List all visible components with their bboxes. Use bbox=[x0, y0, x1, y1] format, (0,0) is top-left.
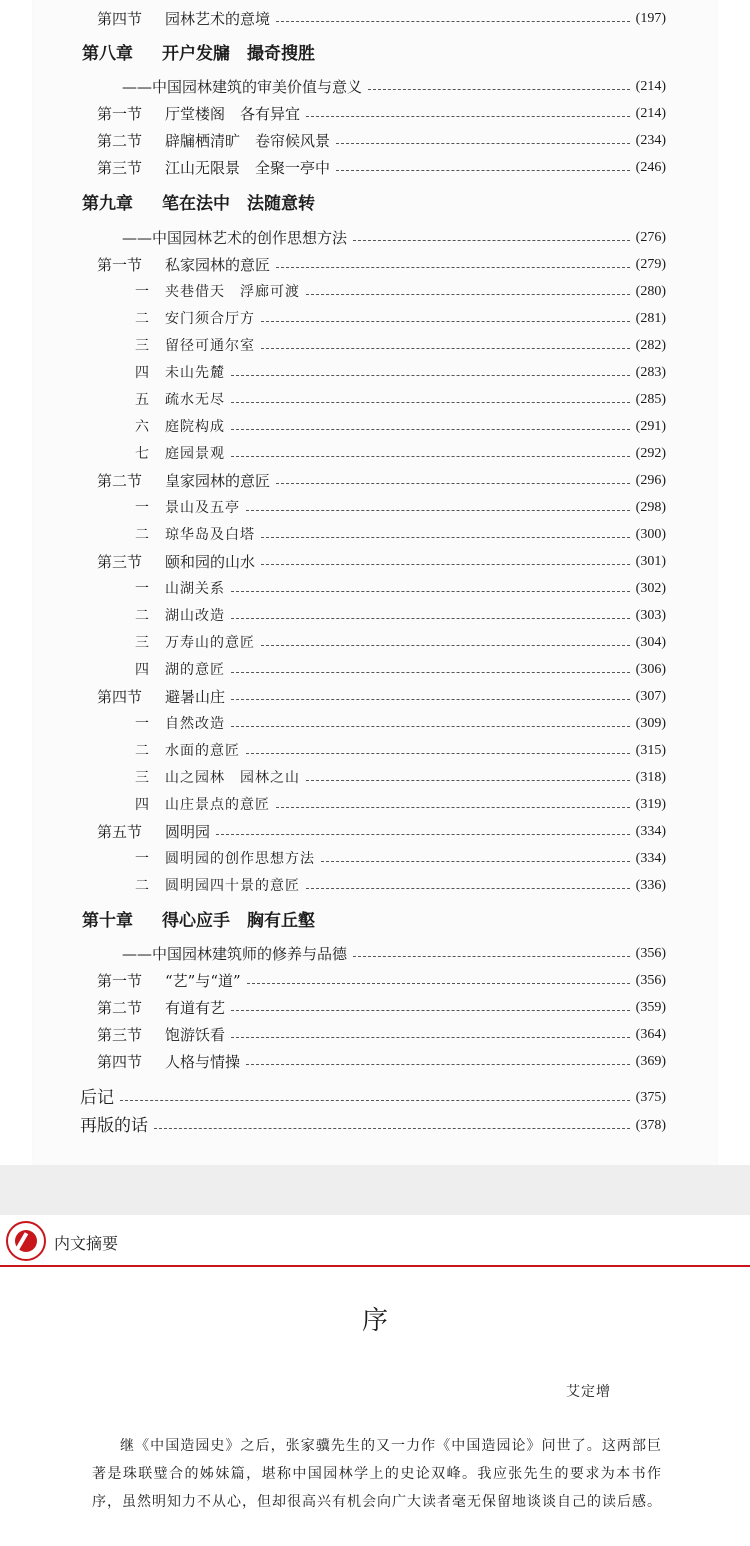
toc-back-row bbox=[80, 1112, 666, 1136]
toc-entry-title: 未山先麓 bbox=[165, 365, 225, 381]
toc-entry-number: 二 bbox=[135, 608, 150, 624]
toc-entry-number: 第一节 bbox=[97, 256, 143, 274]
toc-item-row bbox=[97, 386, 666, 410]
toc-entry-title: 湖山改造 bbox=[165, 608, 225, 624]
toc-page-number: (296) bbox=[635, 473, 666, 488]
toc-leader-dots bbox=[231, 456, 630, 457]
toc-entry-number: 第四节 bbox=[97, 1053, 143, 1071]
toc-entry-title: 留径可通尔室 bbox=[165, 338, 255, 354]
toc-entry-title: 安门须合厅方 bbox=[165, 311, 255, 327]
toc-entry-title: 圆明园的创作思想方法 bbox=[165, 851, 315, 867]
toc-page-number: (302) bbox=[635, 581, 666, 596]
toc-leader-dots bbox=[231, 618, 630, 619]
preface-author: 艾定增 bbox=[566, 1384, 611, 1400]
toc-leader-dots bbox=[353, 240, 630, 241]
toc-entry-number: 第一节 bbox=[97, 105, 143, 123]
toc-leader-dots bbox=[353, 956, 630, 957]
toc-entry-title: ——中国园林艺术的创作思想方法 bbox=[122, 229, 348, 247]
toc-entry-number: 二 bbox=[135, 527, 150, 543]
toc-leader-dots bbox=[321, 861, 630, 862]
toc-leader-dots bbox=[336, 170, 630, 171]
toc-page-number: (334) bbox=[635, 851, 666, 866]
toc-item-row bbox=[97, 278, 666, 302]
toc-item-row bbox=[97, 521, 666, 545]
toc-leader-dots bbox=[276, 807, 630, 808]
toc-page-number: (315) bbox=[635, 743, 666, 758]
toc-entry-title: 避暑山庄 bbox=[165, 688, 226, 706]
toc-entry-number: 三 bbox=[135, 635, 150, 651]
toc-page-number: (276) bbox=[635, 230, 666, 245]
toc-entry-title: 有道有艺 bbox=[165, 999, 226, 1017]
toc-page-number: (356) bbox=[635, 946, 666, 961]
toc-entry-number: 第二节 bbox=[97, 999, 143, 1017]
toc-entry-title: 庭园景观 bbox=[165, 446, 225, 462]
toc-leader-dots bbox=[306, 888, 630, 889]
toc-entry-number: 一 bbox=[135, 581, 150, 597]
toc-entry-number: 第四节 bbox=[97, 10, 143, 28]
toc-entry-title: 琼华岛及白塔 bbox=[165, 527, 255, 543]
toc-page-number: (309) bbox=[635, 716, 666, 731]
toc-leader-dots bbox=[306, 116, 630, 117]
toc-page-number: (359) bbox=[635, 1000, 666, 1015]
toc-entry-number: 二 bbox=[135, 311, 150, 327]
toc-leader-dots bbox=[120, 1100, 630, 1101]
toc-entry-title: ——中国园林建筑师的修养与品德 bbox=[122, 945, 348, 963]
toc-entry-number: 四 bbox=[135, 365, 150, 381]
toc-leader-dots bbox=[246, 753, 630, 754]
toc-entry-title: 后记 bbox=[80, 1088, 114, 1108]
toc-section-row bbox=[97, 154, 666, 178]
toc-page-number: (334) bbox=[635, 824, 666, 839]
toc-entry-title: 万寿山的意匠 bbox=[165, 635, 255, 651]
toc-leader-dots bbox=[336, 143, 630, 144]
toc-page-number: (246) bbox=[635, 160, 666, 175]
toc-leader-dots bbox=[231, 1037, 630, 1038]
toc-leader-dots bbox=[154, 1128, 630, 1129]
toc-leader-dots bbox=[216, 834, 630, 835]
section-header bbox=[0, 1215, 750, 1267]
toc-entry-title: 开户发牖 撮奇搜胜 bbox=[162, 44, 315, 64]
toc-entry-title: 山庄景点的意匠 bbox=[165, 797, 270, 813]
toc-page-number: (378) bbox=[635, 1118, 666, 1133]
toc-leader-dots bbox=[261, 645, 630, 646]
toc-section-row bbox=[97, 818, 666, 842]
toc-entry-title: 山湖关系 bbox=[165, 581, 225, 597]
toc-entry-title: 饱游饫看 bbox=[165, 1026, 226, 1044]
toc-entry-title: 颐和园的山水 bbox=[165, 553, 256, 571]
toc-entry-number: 第二节 bbox=[97, 132, 143, 150]
toc-page-number: (369) bbox=[635, 1054, 666, 1069]
toc-chapter-row bbox=[82, 190, 666, 214]
toc-entry-title: 园林艺术的意境 bbox=[165, 10, 271, 28]
toc-section-row bbox=[97, 994, 666, 1018]
toc-entry-title: 辟牖栖清旷 卷帘候风景 bbox=[165, 132, 331, 150]
toc-page-number: (281) bbox=[635, 311, 666, 326]
toc-section-row bbox=[97, 251, 666, 275]
toc-page-number: (292) bbox=[635, 446, 666, 461]
toc-leader-dots bbox=[231, 591, 630, 592]
toc-leader-dots bbox=[246, 1064, 630, 1065]
toc-page-number: (303) bbox=[635, 608, 666, 623]
toc-entry-number: 第三节 bbox=[97, 553, 143, 571]
toc-entry-number: 第四节 bbox=[97, 688, 143, 706]
toc-entry-number: 四 bbox=[135, 797, 150, 813]
toc-item-row bbox=[97, 845, 666, 869]
toc-leader-dots bbox=[231, 402, 630, 403]
toc-leader-dots bbox=[261, 564, 630, 565]
toc-item-row bbox=[97, 359, 666, 383]
toc-leader-dots bbox=[231, 672, 630, 673]
toc-leader-dots bbox=[276, 21, 630, 22]
toc-item-row bbox=[97, 602, 666, 626]
toc-subtitle-row bbox=[122, 224, 666, 248]
toc-entry-number: 第五节 bbox=[97, 823, 143, 841]
toc-page-number: (318) bbox=[635, 770, 666, 785]
toc-entry-number: 一 bbox=[135, 851, 150, 867]
toc-section-row bbox=[97, 548, 666, 572]
toc-leader-dots bbox=[261, 348, 630, 349]
toc-section-row bbox=[97, 127, 666, 151]
header-title: 内文摘要 bbox=[54, 1234, 119, 1253]
toc-section-row bbox=[97, 683, 666, 707]
toc-entry-title: “艺”与“道” bbox=[165, 972, 241, 990]
toc-item-row bbox=[97, 737, 666, 761]
toc-page-number: (356) bbox=[635, 973, 666, 988]
toc-item-row bbox=[97, 332, 666, 356]
toc-item-row bbox=[97, 791, 666, 815]
toc-entry-number: 第八章 bbox=[82, 44, 133, 64]
publisher-logo-icon bbox=[6, 1221, 46, 1261]
toc-leader-dots bbox=[276, 483, 630, 484]
toc-section-row bbox=[97, 967, 666, 991]
toc-entry-title: 疏水无尽 bbox=[165, 392, 225, 408]
toc-page-number: (300) bbox=[635, 527, 666, 542]
toc-entry-number: 第三节 bbox=[97, 159, 143, 177]
toc-leader-dots bbox=[261, 537, 630, 538]
toc-entry-title: 景山及五亭 bbox=[165, 500, 240, 516]
toc-item-row bbox=[97, 764, 666, 788]
toc-page-number: (298) bbox=[635, 500, 666, 515]
toc-page-number: (285) bbox=[635, 392, 666, 407]
toc-section-row bbox=[97, 100, 666, 124]
toc-page-number: (375) bbox=[635, 1090, 666, 1105]
page-gap bbox=[0, 1165, 750, 1215]
toc-entry-title: 江山无限景 全聚一亭中 bbox=[165, 159, 331, 177]
toc-entry-title: 山之园林 园林之山 bbox=[165, 770, 300, 786]
toc-entry-number: 六 bbox=[135, 419, 150, 435]
preface-body bbox=[92, 1432, 662, 1516]
toc-leader-dots bbox=[231, 699, 630, 700]
toc-entry-title: 再版的话 bbox=[80, 1116, 148, 1136]
toc-leader-dots bbox=[306, 294, 630, 295]
toc-leader-dots bbox=[231, 429, 630, 430]
toc-item-row bbox=[97, 575, 666, 599]
toc-entry-title: 湖的意匠 bbox=[165, 662, 225, 678]
toc-item-row bbox=[97, 710, 666, 734]
toc-entry-title: 厅堂楼阁 各有异宜 bbox=[165, 105, 301, 123]
toc-entry-title: 私家园林的意匠 bbox=[165, 256, 271, 274]
toc-item-row bbox=[97, 629, 666, 653]
preface-text: 继《中国造园史》之后，张家骥先生的又一力作《中国造园论》问世了。这两部巨著是珠联璧合的姊妹篇，堪称中国园林学上的史论双峰。我应张先生的要求为本书作序，虽然明知力不从心，但却很高兴有机会向广大读者毫无保留地谈谈自己的读后感。 bbox=[92, 1438, 662, 1510]
toc-leader-dots bbox=[368, 89, 630, 90]
toc-section-row bbox=[97, 467, 666, 491]
toc-entry-title: 圆明园四十景的意匠 bbox=[165, 878, 300, 894]
toc-page-number: (336) bbox=[635, 878, 666, 893]
toc-item-row bbox=[97, 305, 666, 329]
toc-page-number: (291) bbox=[635, 419, 666, 434]
toc-subtitle-row bbox=[122, 940, 666, 964]
toc-leader-dots bbox=[231, 375, 630, 376]
toc-leader-dots bbox=[261, 321, 630, 322]
toc-entry-number: 第一节 bbox=[97, 972, 143, 990]
toc-entry-title: 夹巷借天 浮廊可渡 bbox=[165, 284, 300, 300]
toc-entry-title: 笔在法中 法随意转 bbox=[162, 194, 315, 214]
toc-entry-title: 水面的意匠 bbox=[165, 743, 240, 759]
toc-page-number: (301) bbox=[635, 554, 666, 569]
toc-section-row bbox=[97, 5, 666, 29]
toc-leader-dots bbox=[276, 267, 630, 268]
toc-page-number: (234) bbox=[635, 133, 666, 148]
toc-entry-number: 七 bbox=[135, 446, 150, 462]
toc-item-row bbox=[97, 872, 666, 896]
toc-entry-title: 自然改造 bbox=[165, 716, 225, 732]
toc-page-number: (214) bbox=[635, 79, 666, 94]
toc-subtitle-row bbox=[122, 73, 666, 97]
toc-entry-number: 第九章 bbox=[82, 194, 133, 214]
toc-entry-title: 圆明园 bbox=[165, 823, 211, 841]
toc-entry-title: 人格与情操 bbox=[165, 1053, 241, 1071]
toc-page-number: (307) bbox=[635, 689, 666, 704]
toc-page-number: (283) bbox=[635, 365, 666, 380]
toc-page-number: (197) bbox=[635, 11, 666, 26]
toc-page-number: (304) bbox=[635, 635, 666, 650]
toc-entry-title: ——中国园林建筑的审美价值与意义 bbox=[122, 78, 363, 96]
header-rule bbox=[0, 1265, 750, 1267]
toc-back-row bbox=[80, 1084, 666, 1108]
toc-page-number: (306) bbox=[635, 662, 666, 677]
toc-entry-number: 一 bbox=[135, 284, 150, 300]
toc-entry-title: 庭院构成 bbox=[165, 419, 225, 435]
toc-page-number: (280) bbox=[635, 284, 666, 299]
toc-entry-number: 五 bbox=[135, 392, 150, 408]
toc-item-row bbox=[97, 656, 666, 680]
toc-leader-dots bbox=[246, 510, 630, 511]
toc-entry-number: 四 bbox=[135, 662, 150, 678]
toc-entry-number: 一 bbox=[135, 500, 150, 516]
toc-entry-number: 第十章 bbox=[82, 911, 133, 931]
toc-entry-number: 二 bbox=[135, 878, 150, 894]
toc-entry-title: 皇家园林的意匠 bbox=[165, 472, 271, 490]
toc-leader-dots bbox=[231, 1010, 630, 1011]
toc-page-number: (282) bbox=[635, 338, 666, 353]
toc-item-row bbox=[97, 440, 666, 464]
toc-entry-number: 三 bbox=[135, 338, 150, 354]
toc-section-row bbox=[97, 1021, 666, 1045]
toc-chapter-row bbox=[82, 907, 666, 931]
toc-page-number: (279) bbox=[635, 257, 666, 272]
toc-leader-dots bbox=[231, 726, 630, 727]
toc-leader-dots bbox=[306, 780, 630, 781]
toc-item-row bbox=[97, 413, 666, 437]
toc-entry-number: 第二节 bbox=[97, 472, 143, 490]
toc-item-row bbox=[97, 494, 666, 518]
toc-chapter-row bbox=[82, 40, 666, 64]
toc-entry-number: 三 bbox=[135, 770, 150, 786]
toc-entry-number: 二 bbox=[135, 743, 150, 759]
toc-section-row bbox=[97, 1048, 666, 1072]
toc-page-number: (364) bbox=[635, 1027, 666, 1042]
toc-entry-number: 第三节 bbox=[97, 1026, 143, 1044]
toc-entry-number: 一 bbox=[135, 716, 150, 732]
toc-entry-title: 得心应手 胸有丘壑 bbox=[162, 911, 315, 931]
preface-title: 序 bbox=[361, 1306, 388, 1336]
toc-page-number: (214) bbox=[635, 106, 666, 121]
toc-leader-dots bbox=[247, 983, 630, 984]
toc-page-number: (319) bbox=[635, 797, 666, 812]
